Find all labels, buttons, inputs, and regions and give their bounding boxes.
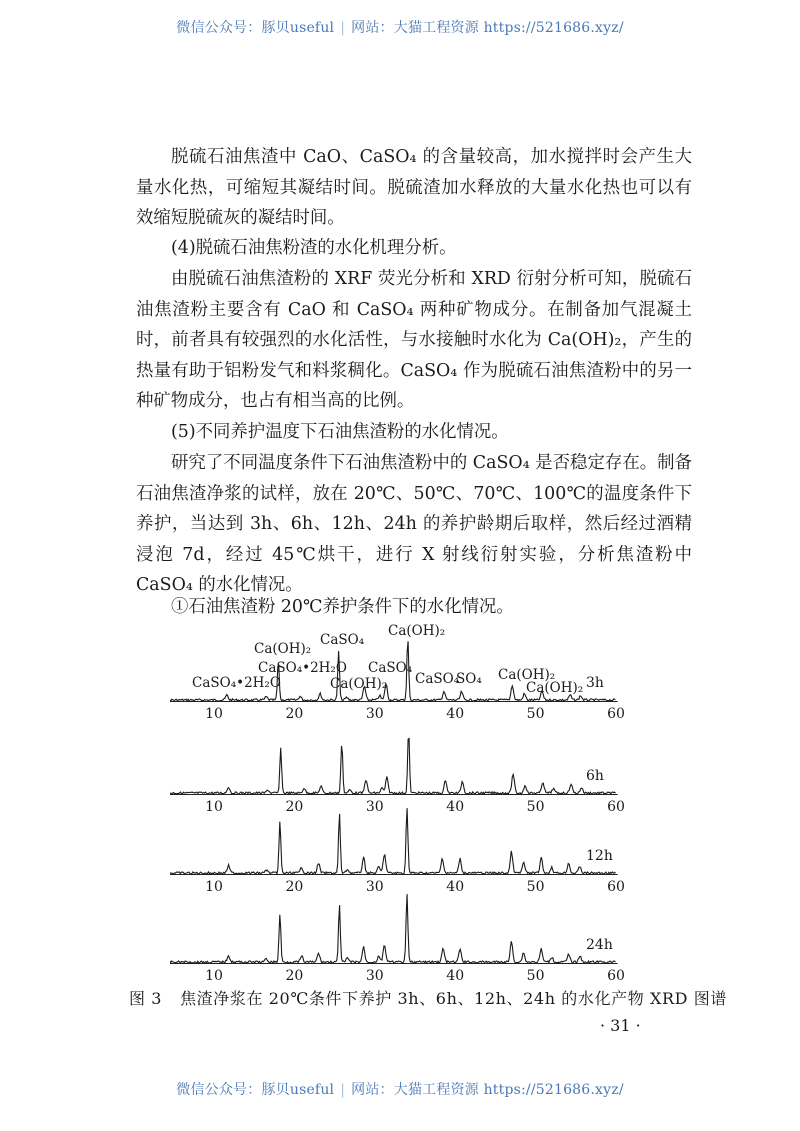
xrd-figure	[170, 622, 640, 987]
paragraph-1: 脱硫石油焦渣中 CaO、CaSO₄ 的含量较高，加水搅拌时会产生大量水化热，可缩短其凝结时间。脱硫渣加水释放的大量水化热也可以有效缩短脱硫灰的凝结时间。	[136, 147, 692, 229]
peak-annotation: CaSO₄	[415, 671, 460, 687]
x-tick-label: 30	[365, 799, 384, 815]
peak-annotation: CaSO₄	[368, 660, 413, 676]
peak-annotation: CaSO₄•2H₂O	[258, 660, 347, 676]
paragraph-3-block	[136, 264, 692, 417]
watermark-website-text: 网站：大猫工程资源 https://521686.xyz/	[351, 20, 624, 36]
section-heading-5: (5)不同养护温度下石油焦渣粉的水化情况。	[171, 422, 509, 442]
subsection-heading-1: ①石油焦渣粉 20℃养护条件下的水化情况。	[171, 597, 514, 617]
x-tick-label: 40	[446, 799, 465, 815]
paragraph-4-block	[136, 417, 692, 448]
x-tick-label: 50	[526, 968, 545, 984]
series-label-3h: 3h	[586, 675, 604, 691]
watermark-separator: |	[340, 1082, 346, 1098]
x-tick-label: 20	[285, 968, 304, 984]
peak-annotation: Ca(OH)₂	[330, 676, 388, 692]
xrd-pattern-24h	[170, 894, 615, 963]
peak-annotation: Ca(OH)₂	[498, 667, 556, 683]
x-tick-label: 10	[205, 879, 223, 895]
xrd-pattern-12h	[170, 808, 615, 874]
x-tick-label: 20	[285, 799, 304, 815]
peak-annotation: CaSO₄•2H₂O	[192, 675, 281, 691]
paragraph-2-block	[136, 233, 692, 264]
x-tick-label: 10	[205, 706, 223, 722]
series-label-12h: 12h	[586, 848, 613, 864]
paragraph-5-block	[136, 448, 692, 601]
xrd-chart	[170, 622, 640, 987]
figure-caption	[129, 986, 727, 1009]
watermark-separator: |	[340, 20, 346, 36]
paragraph-5: 研究了不同温度条件下石油焦渣粉中的 CaSO₄ 是否稳定存在。制备石油焦渣净浆的试样，放在 20℃、50℃、70℃、100℃的温度条件下养护，当达到 3h、6h、12h、24h 的养护龄期后取样，然后经过酒精浸泡 7d，经过 45℃烘干，进行 X 射线衍射实验，分析焦渣粉中 CaSO₄ 的水化情况。	[136, 453, 692, 596]
xrd-pattern-6h	[170, 739, 615, 795]
paragraph-3: 由脱硫石油焦渣粉的 XRF 荧光分析和 XRD 衍射分析可知，脱硫石油焦渣粉主要含有 CaO 和 CaSO₄ 两种矿物成分。在制备加气混凝土时，前者具有较强烈的水化活性，与水接触时水化为 Ca(OH)₂，产生的热量有助于铝粉发气和料浆稠化。CaSO₄ 作为脱硫石油焦渣粉中的另一种矿物成分，也占有相当高的比例。	[136, 269, 692, 412]
x-tick-label: 50	[526, 879, 545, 895]
paragraph-1-block	[136, 142, 692, 234]
x-tick-label: 30	[365, 706, 384, 722]
peak-annotation: CaSO₄	[320, 632, 365, 648]
paragraph-6-block	[136, 592, 692, 623]
x-tick-label: 30	[365, 968, 384, 984]
x-tick-label: 20	[285, 706, 304, 722]
watermark-bottom	[0, 1079, 800, 1099]
peak-annotation: SO₄	[456, 671, 482, 687]
x-tick-label: 40	[446, 879, 465, 895]
x-tick-label: 60	[607, 968, 625, 984]
x-tick-label: 50	[526, 706, 545, 722]
x-tick-label: 60	[607, 879, 625, 895]
watermark-top	[0, 17, 800, 37]
watermark-wechat-text: 微信公众号：豚贝useful	[176, 1082, 335, 1098]
x-tick-label: 60	[607, 706, 625, 722]
x-tick-label: 20	[285, 879, 304, 895]
series-label-24h: 24h	[586, 937, 613, 953]
watermark-website-text: 网站：大猫工程资源 https://521686.xyz/	[351, 1082, 624, 1098]
peak-annotation: Ca(OH)₂	[388, 623, 446, 639]
peak-annotation: Ca(OH)₂	[254, 641, 312, 657]
page-number: · 31 ·	[600, 1016, 641, 1035]
section-heading-4: (4)脱硫石油焦粉渣的水化机理分析。	[171, 238, 457, 258]
x-tick-label: 30	[365, 879, 384, 895]
figure-caption-text: 焦渣净浆在 20℃条件下养护 3h、6h、12h、24h 的水化产物 XRD 图谱	[180, 989, 727, 1008]
watermark-wechat-text: 微信公众号：豚贝useful	[176, 20, 335, 36]
figure-number: 图 3	[129, 989, 163, 1008]
x-tick-label: 10	[205, 968, 223, 984]
peak-annotation: Ca(OH)₂	[526, 680, 584, 696]
x-tick-label: 10	[205, 799, 223, 815]
x-tick-label: 40	[446, 706, 465, 722]
series-label-6h: 6h	[586, 768, 604, 784]
x-tick-label: 50	[526, 799, 545, 815]
x-tick-label: 40	[446, 968, 465, 984]
x-tick-label: 60	[607, 799, 625, 815]
